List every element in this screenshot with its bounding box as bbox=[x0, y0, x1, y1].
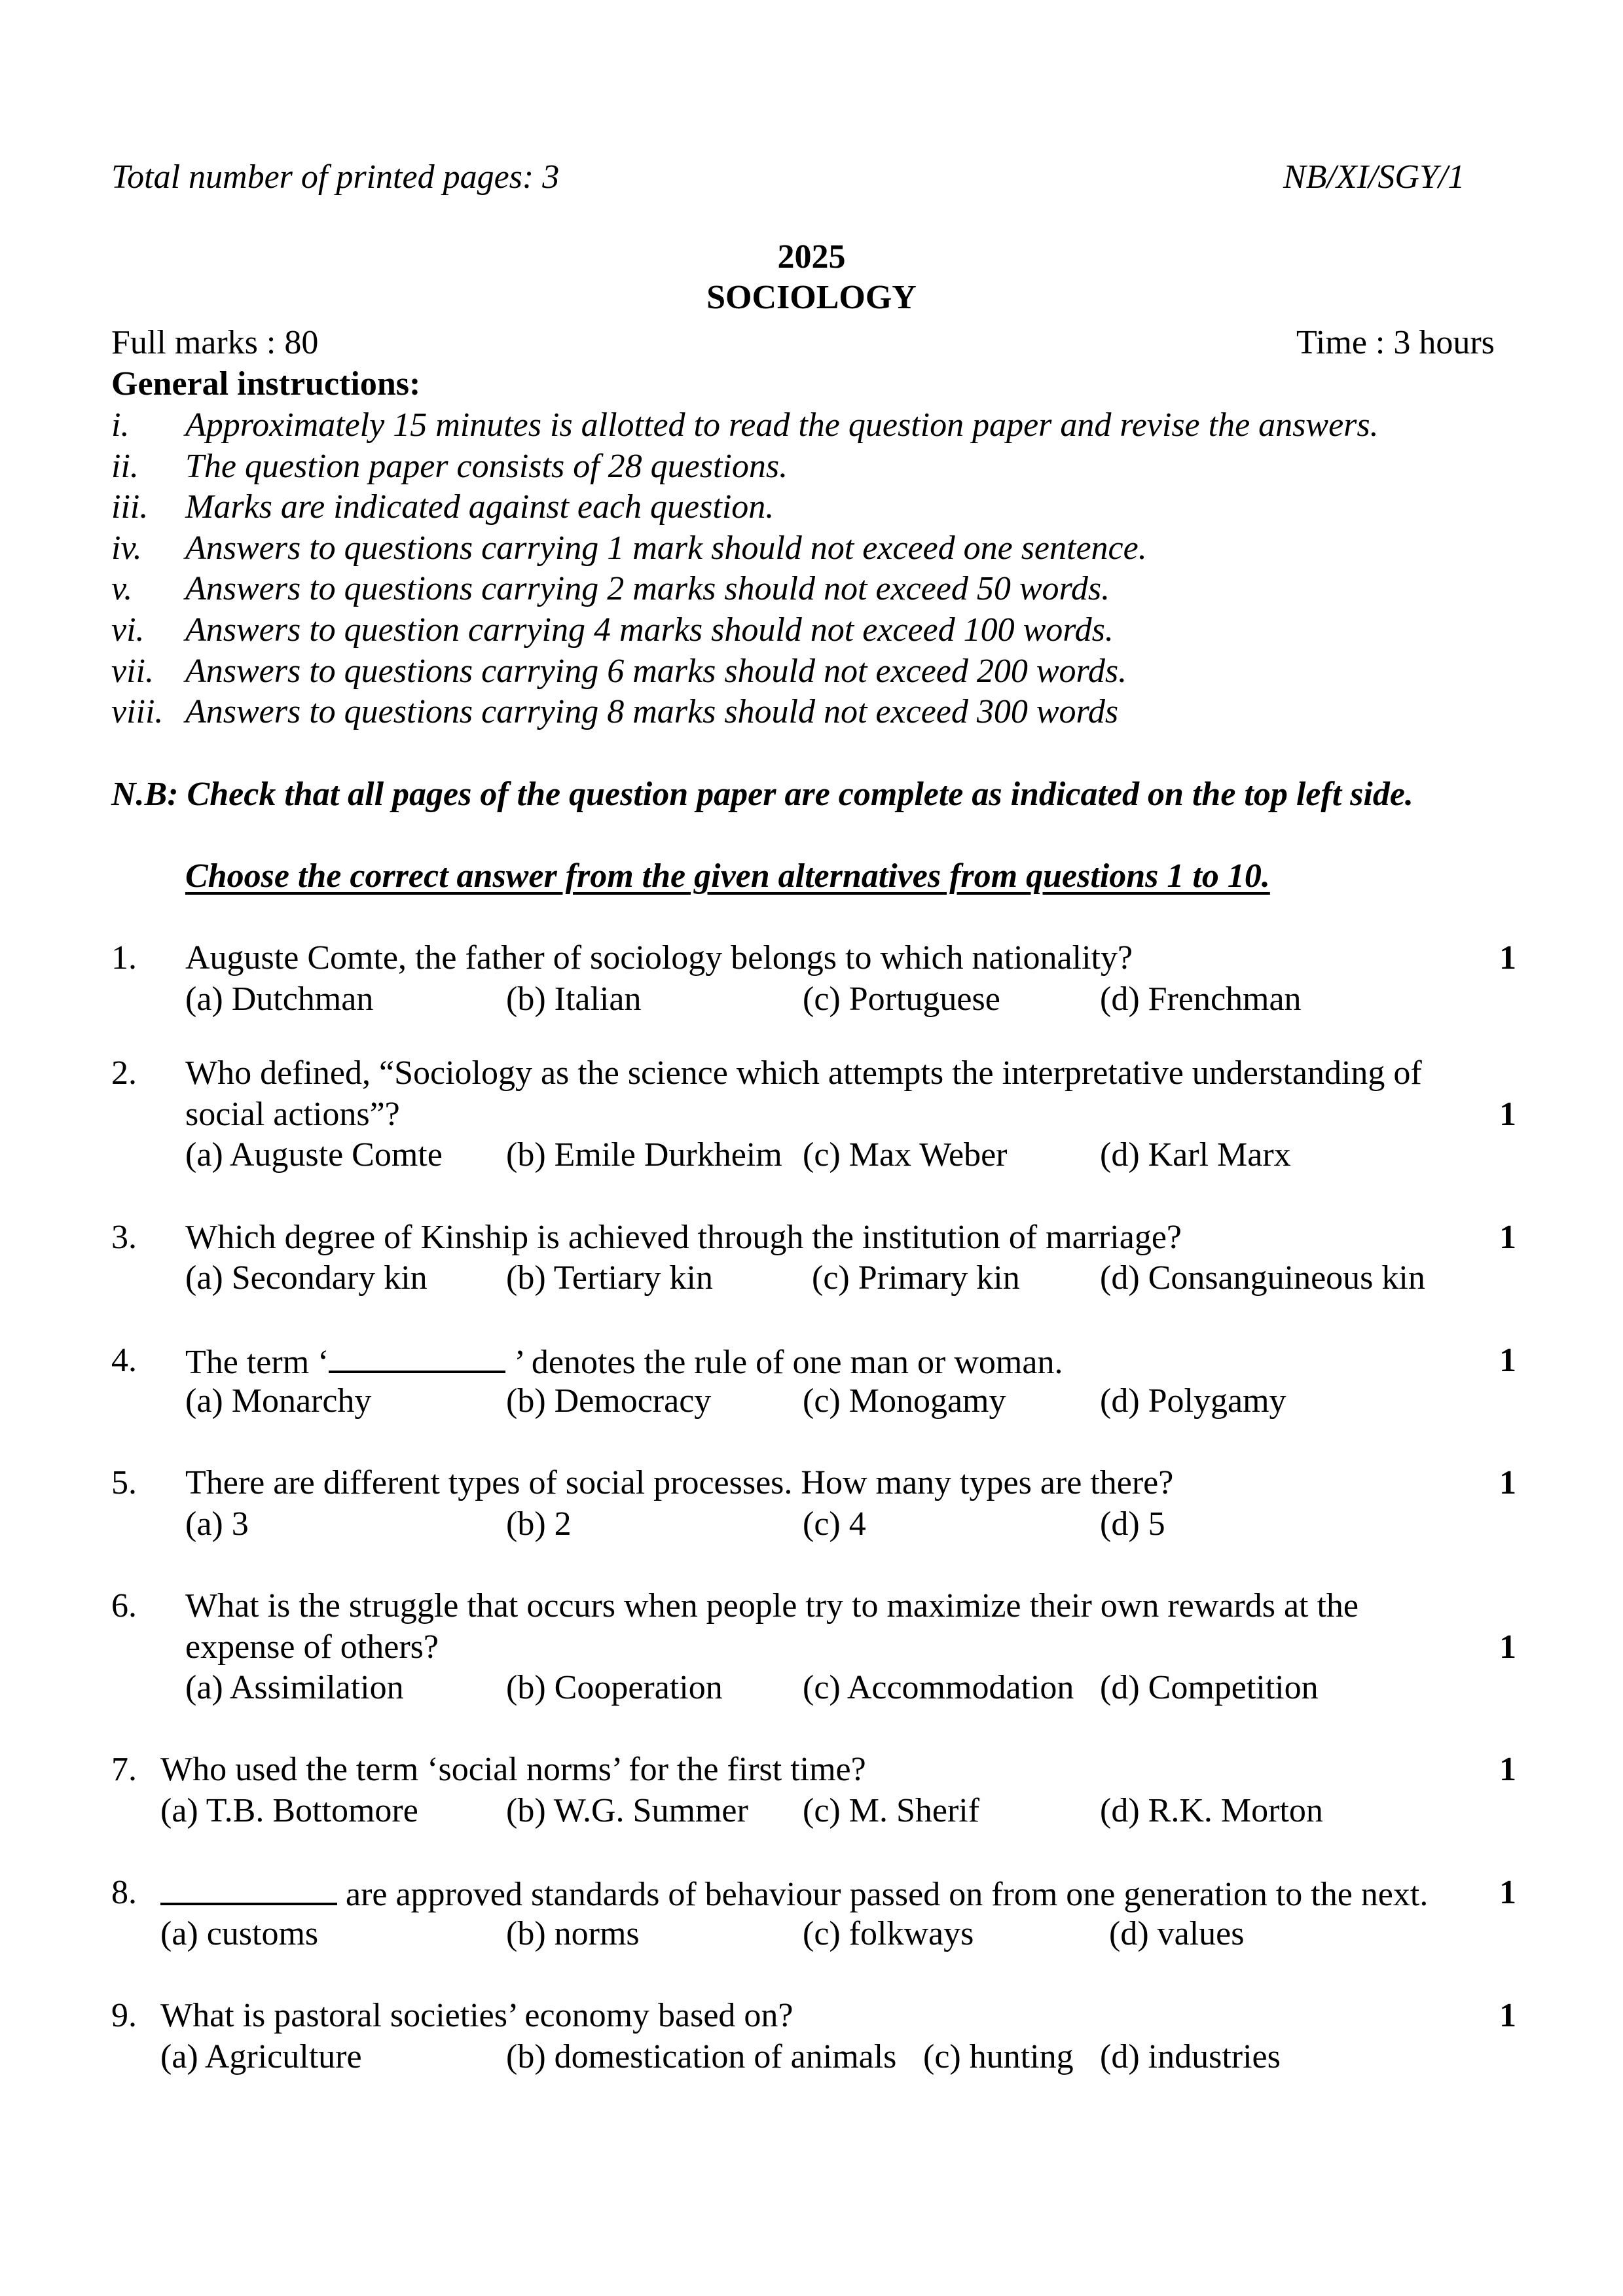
option-d: (d) industries bbox=[1100, 2038, 1281, 2075]
question-marks: 1 bbox=[1499, 1997, 1516, 2034]
instruction-text: The question paper consists of 28 questions. bbox=[185, 448, 788, 485]
instruction-number: iv. bbox=[111, 529, 142, 567]
question-marks: 1 bbox=[1499, 939, 1516, 977]
question-marks: 1 bbox=[1499, 1751, 1516, 1788]
option-c: (c) hunting bbox=[923, 2038, 1074, 2075]
option-a: (a) Monarchy bbox=[185, 1382, 372, 1420]
instruction-text: Answers to questions carrying 2 marks should not exceed 50 words. bbox=[185, 570, 1110, 607]
option-b: (b) Democracy bbox=[506, 1382, 712, 1420]
question-text bbox=[185, 1340, 1063, 1383]
section-heading: Choose the correct answer from the given alternatives from questions 1 to 10. bbox=[185, 857, 1270, 895]
option-a: (a) Secondary kin bbox=[185, 1259, 428, 1297]
option-c: (c) M. Sherif bbox=[803, 1792, 980, 1829]
option-d: (d) values bbox=[1109, 1915, 1245, 1952]
question-text: Which degree of Kinship is achieved through the institution of marriage? bbox=[185, 1219, 1182, 1256]
instruction-number: viii. bbox=[111, 693, 164, 730]
option-d: (d) Competition bbox=[1100, 1669, 1319, 1706]
option-b: (b) Italian bbox=[506, 980, 642, 1018]
question-text: Auguste Comte, the father of sociology belongs to which nationality? bbox=[185, 939, 1133, 977]
option-b: (b) norms bbox=[506, 1915, 640, 1952]
instruction-number: vii. bbox=[111, 653, 154, 690]
question-text-continued: expense of others? bbox=[185, 1628, 439, 1666]
paper-code: NB/XI/SGY/1 bbox=[1283, 158, 1465, 196]
question-number: 8. bbox=[111, 1874, 137, 1911]
instruction-text: Answers to questions carrying 1 mark should not exceed one sentence. bbox=[185, 529, 1147, 567]
question-number: 7. bbox=[111, 1751, 137, 1788]
question-text: What is pastoral societies’ economy based on? bbox=[160, 1997, 793, 2034]
option-d: (d) R.K. Morton bbox=[1100, 1792, 1323, 1829]
instruction-text: Answers to question carrying 4 marks should not exceed 100 words. bbox=[185, 611, 1114, 649]
full-marks: Full marks : 80 bbox=[111, 324, 319, 361]
exam-year: 2025 bbox=[777, 238, 846, 276]
option-a: (a) T.B. Bottomore bbox=[160, 1792, 418, 1829]
question-text-start: The term ‘ bbox=[185, 1344, 329, 1381]
question-text bbox=[160, 1873, 1428, 1915]
question-text: There are different types of social processes. How many types are there? bbox=[185, 1464, 1174, 1501]
option-b: (b) Tertiary kin bbox=[506, 1259, 713, 1297]
question-number: 1. bbox=[111, 939, 137, 977]
option-c: (c) Primary kin bbox=[812, 1259, 1020, 1297]
option-b: (b) Emile Durkheim bbox=[506, 1136, 782, 1174]
option-c: (c) Accommodation bbox=[803, 1669, 1074, 1706]
instruction-number: vi. bbox=[111, 611, 145, 649]
subject-title: SOCIOLOGY bbox=[706, 279, 917, 316]
option-d: (d) Polygamy bbox=[1100, 1382, 1286, 1420]
option-c: (c) 4 bbox=[803, 1505, 866, 1543]
option-a: (a) 3 bbox=[185, 1505, 249, 1543]
instructions-heading: General instructions: bbox=[111, 365, 421, 403]
option-a: (a) customs bbox=[160, 1915, 319, 1952]
question-text: What is the struggle that occurs when people try to maximize their own rewards at the bbox=[185, 1587, 1359, 1624]
fill-in-blank bbox=[160, 1873, 337, 1905]
fill-in-blank bbox=[329, 1340, 505, 1373]
instruction-number: ii. bbox=[111, 448, 139, 485]
question-number: 5. bbox=[111, 1464, 137, 1501]
question-text: Who defined, “Sociology as the science which attempts the interpretative understanding of bbox=[185, 1054, 1422, 1092]
question-marks: 1 bbox=[1499, 1874, 1516, 1911]
option-a: (a) Assimilation bbox=[185, 1669, 404, 1706]
option-b: (b) 2 bbox=[506, 1505, 572, 1543]
instruction-text: Marks are indicated against each question. bbox=[185, 488, 775, 526]
option-c: (c) Monogamy bbox=[803, 1382, 1006, 1420]
option-a: (a) Auguste Comte bbox=[185, 1136, 443, 1174]
instruction-number: i. bbox=[111, 406, 130, 444]
question-marks: 1 bbox=[1499, 1342, 1516, 1379]
option-d: (d) Karl Marx bbox=[1100, 1136, 1291, 1174]
option-b: (b) W.G. Summer bbox=[506, 1792, 748, 1829]
option-d: (d) Consanguineous kin bbox=[1100, 1259, 1425, 1297]
question-marks: 1 bbox=[1499, 1628, 1516, 1666]
question-number: 3. bbox=[111, 1219, 137, 1256]
question-text-end: are approved standards of behaviour passed on from one generation to the next. bbox=[337, 1876, 1429, 1913]
question-number: 9. bbox=[111, 1997, 137, 2034]
option-c: (c) Portuguese bbox=[803, 980, 1000, 1018]
option-b: (b) domestication of animals bbox=[506, 2038, 897, 2075]
question-text-end: ’ denotes the rule of one man or woman. bbox=[505, 1344, 1063, 1381]
question-number: 6. bbox=[111, 1587, 137, 1624]
instruction-text: Approximately 15 minutes is allotted to read the question paper and revise the answers. bbox=[185, 406, 1379, 444]
option-c: (c) folkways bbox=[803, 1915, 974, 1952]
printed-pages-note: Total number of printed pages: 3 bbox=[111, 158, 560, 196]
instruction-text: Answers to questions carrying 6 marks should not exceed 200 words. bbox=[185, 653, 1127, 690]
instruction-number: iii. bbox=[111, 488, 149, 526]
question-text: Who used the term ‘social norms’ for the first time? bbox=[160, 1751, 866, 1788]
option-a: (a) Dutchman bbox=[185, 980, 374, 1018]
question-number: 2. bbox=[111, 1054, 137, 1092]
option-d: (d) 5 bbox=[1100, 1505, 1165, 1543]
instruction-number: v. bbox=[111, 570, 133, 607]
time-allowed: Time : 3 hours bbox=[1296, 324, 1495, 361]
option-b: (b) Cooperation bbox=[506, 1669, 723, 1706]
question-text-continued: social actions”? bbox=[185, 1096, 400, 1133]
question-marks: 1 bbox=[1499, 1464, 1516, 1501]
option-d: (d) Frenchman bbox=[1100, 980, 1302, 1018]
option-c: (c) Max Weber bbox=[803, 1136, 1008, 1174]
question-marks: 1 bbox=[1499, 1096, 1516, 1133]
instruction-text: Answers to questions carrying 8 marks should not exceed 300 words bbox=[185, 693, 1119, 730]
question-number: 4. bbox=[111, 1342, 137, 1379]
option-a: (a) Agriculture bbox=[160, 2038, 362, 2075]
question-marks: 1 bbox=[1499, 1219, 1516, 1256]
nb-note: N.B: Check that all pages of the question paper are complete as indicated on the top left side. bbox=[111, 776, 1413, 813]
